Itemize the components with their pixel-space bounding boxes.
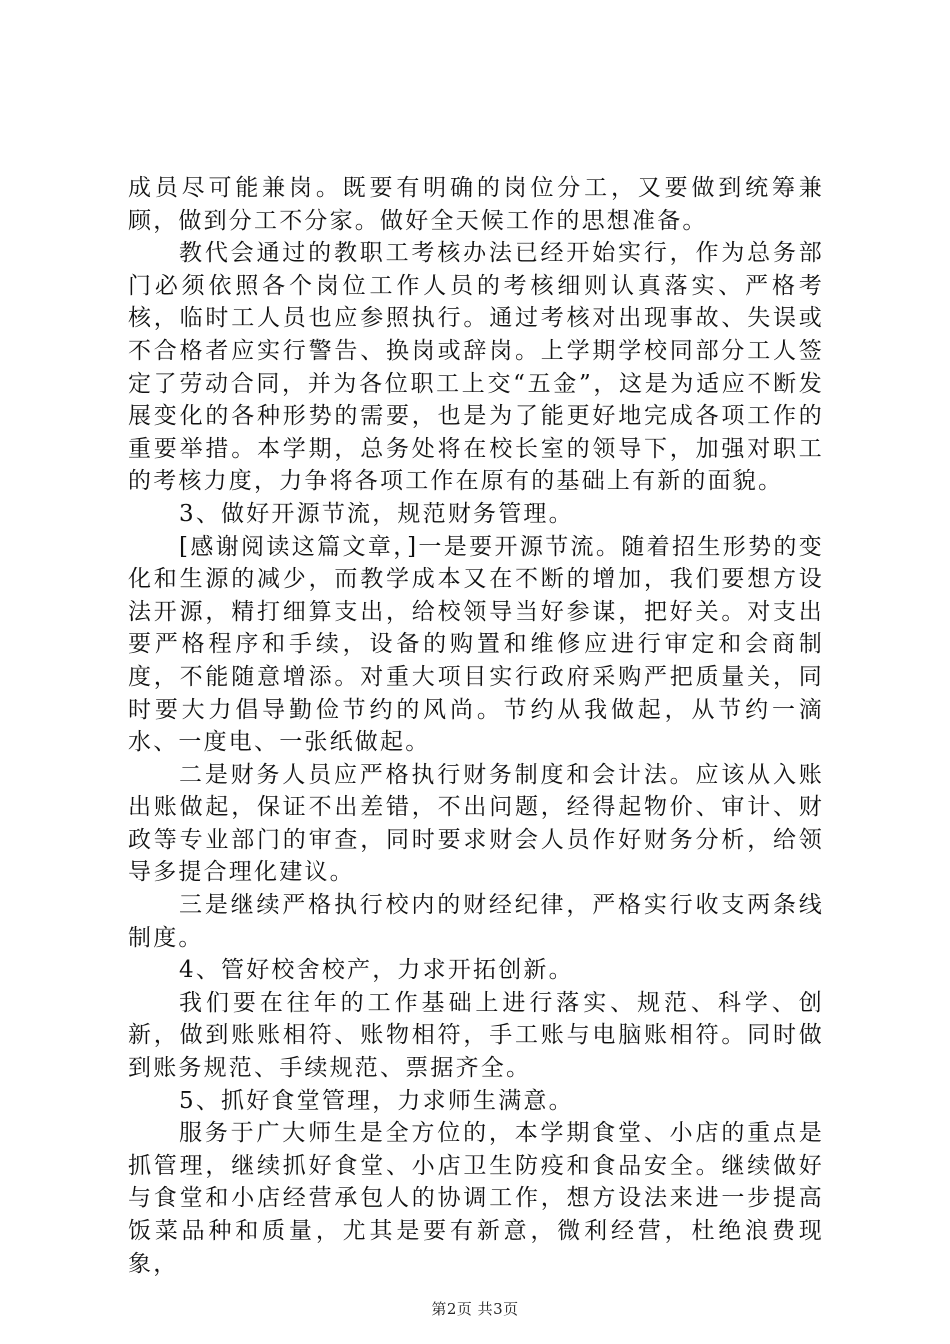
section-heading: 5、抓好食堂管理，力求师生满意。 [179, 1087, 574, 1114]
paragraph: 二是财务人员应严格执行财务制度和会计法。应该从入账出账做起，保证不出差错，不出问题，经得起物价、审计、财政等专业部门的审查，同时要求财会人员作好财务分析，给领导多提合理化建议。 [128, 761, 824, 886]
paragraph: 我们要在往年的工作基础上进行落实、规范、科学、创新，做到账账相符、账物相符，手工账与电脑账相符。同时做到账务规范、手续规范、票据齐全。 [128, 989, 824, 1082]
page-footer [0, 1298, 950, 1319]
paragraph: 服务于广大师生是全方位的，本学期食堂、小店的重点是抓管理，继续抓好食堂、小店卫生防疫和食品安全。继续做好与食堂和小店经营承包人的协调工作，想方设法来进一步提高饭菜品种和质量，尤其是要有新意，微利经营，杜绝浪费现象， [128, 1120, 824, 1277]
paragraph: 教代会通过的教职工考核办法已经开始实行，作为总务部门必须依照各个岗位工作人员的考核细则认真落实、严格考核，临时工人员也应参照执行。通过考核对出现事故、失误或不合格者应实行警告、换岗或辞岗。上学期学校同部分工人签定了劳动合同，并为各位职工上交“五金”，这是为适应不断发展变化的各种形势的需要，也是为了能更好地完成各项工作的重要举措。本学期，总务处将在校长室的领导下，加强对职工的考核力度，力争将各项工作在原有的基础上有新的面貌。 [128, 240, 824, 495]
paragraph: 三是继续严格执行校内的财经纪律，严格实行收支两条线制度。 [128, 892, 824, 951]
section-heading: 3、做好开源节流，规范财务管理。 [179, 500, 574, 527]
paragraph: [感谢阅读这篇文章，]一是要开源节流。随着招生形势的变化和生源的减少，而教学成本又在不断的增加，我们要想方设法开源，精打细算支出，给校领导当好参谋，把好关。对支出要严格程序和手续，设备的购置和维修应进行审定和会商制度，不能随意增添。对重大项目实行政府采购严把质量关，同时要大力倡导勤俭节约的风尚。节约从我做起，从节约一滴水、一度电、一张纸做起。 [128, 533, 824, 756]
page-number: 第2页 共3页 [431, 1300, 519, 1318]
document-body [128, 172, 824, 1280]
paragraph: 成员尽可能兼岗。既要有明确的岗位分工，又要做到统筹兼顾，做到分工不分家。做好全天候工作的思想准备。 [128, 175, 824, 234]
section-heading: 4、管好校舍校产，力求开拓创新。 [179, 957, 574, 984]
